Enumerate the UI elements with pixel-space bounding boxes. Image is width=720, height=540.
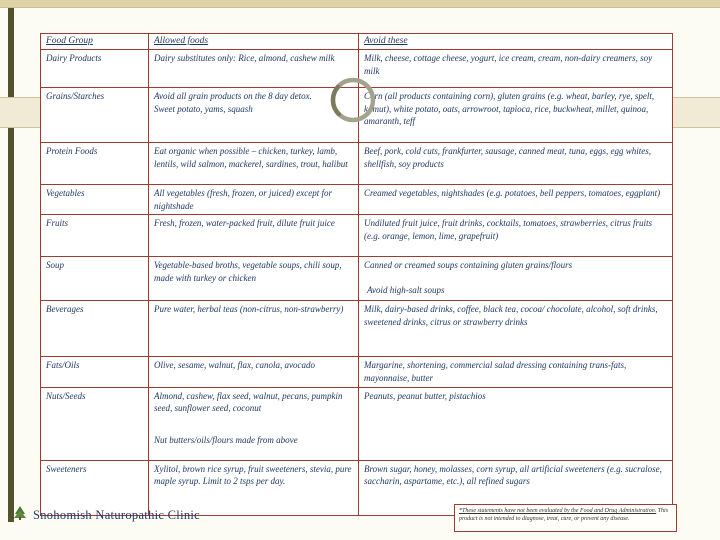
- allowed-cell: Xylitol, brown rice syrup, fruit sweeteners, stevia, pure maple syrup. Limit to 2 tsps per day.: [149, 461, 359, 516]
- table-row: [41, 185, 673, 215]
- allowed-cell: Dairy substitutes only: Rice, almond, cashew milk: [149, 50, 359, 88]
- avoid-cell: [359, 257, 673, 301]
- header-food-group: [41, 34, 149, 50]
- allowed-cell: Vegetable-based broths, vegetable soups, chili soup, made with turkey or chicken: [149, 257, 359, 301]
- food-group-cell: Sweeteners: [41, 461, 149, 516]
- allowed-text-2: Nut butters/oils/flours made from above: [154, 434, 298, 445]
- header-avoid-these: [359, 34, 673, 50]
- table-row: [41, 143, 673, 185]
- header-allowed-foods: [149, 34, 359, 50]
- disclaimer-rest-text: This product is not intended to diagnose, treat, cure, or prevent any disease.: [459, 508, 669, 523]
- clinic-logo-icon: [12, 505, 28, 526]
- food-group-cell: Nuts/Seeds: [41, 388, 149, 461]
- food-group-cell: Grains/Starches: [41, 88, 149, 143]
- disclaimer-underlined-text: *These statements have not been evaluated by the Food and Drug Administration.: [459, 508, 657, 514]
- footer: [12, 505, 200, 526]
- avoid-text-2: Avoid high-salt soups: [367, 285, 445, 296]
- allowed-text: Almond, cashew, flax seed, walnut, pecans, pumpkin seed, sunflower seed, coconut: [154, 390, 343, 414]
- allowed-cell: Eat organic when possible – chicken, turkey, lamb, lentils, wild salmon, mackerel, sardines, trout, halibut: [149, 143, 359, 185]
- table-row: [41, 215, 673, 257]
- table-row: [41, 88, 673, 143]
- food-group-cell: Fats/Oils: [41, 357, 149, 387]
- food-group-cell: Vegetables: [41, 185, 149, 215]
- avoid-cell: Beef, pork, cold cuts, frankfurter, sausage, canned meat, tuna, eggs, egg whites, shellfish, soy products: [359, 143, 673, 185]
- avoid-cell: Corn (all products containing corn), gluten grains (e.g. wheat, barley, rye, spelt, kamut), white potato, oats, arrowroot, tapioca, rice, buckwheat, millet, quinoa, amaranth, teff: [359, 88, 673, 143]
- food-table: [40, 33, 673, 516]
- table-row: [41, 257, 673, 301]
- avoid-cell: Brown sugar, honey, molasses, corn syrup, all artificial sweeteners (e.g. sucralose, saccharin, aspartame, etc.), all refined sugars: [359, 461, 673, 516]
- avoid-cell: Peanuts, peanut butter, pistachios: [359, 388, 673, 461]
- food-group-cell: Beverages: [41, 301, 149, 357]
- header-allowed-foods-label: Allowed foods: [154, 36, 209, 46]
- avoid-cell: Margarine, shortening, commercial salad dressing containing trans-fats, mayonnaise, butter: [359, 357, 673, 387]
- food-group-cell: Fruits: [41, 215, 149, 257]
- avoid-cell: Milk, dairy-based drinks, coffee, black tea, cocoa/ chocolate, alcohol, soft drinks, sweetened drinks, citrus or strawberry drinks: [359, 301, 673, 357]
- header-avoid-these-label: Avoid these: [364, 36, 408, 46]
- allowed-cell: [149, 388, 359, 461]
- table-row: [41, 301, 673, 357]
- theme-top-strip: [0, 0, 720, 8]
- allowed-cell: Olive, sesame, walnut, flax, canola, avocado: [149, 357, 359, 387]
- allowed-cell: [149, 88, 359, 143]
- avoid-cell: Milk, cheese, cottage cheese, yogurt, ice cream, cream, non-dairy creamers, soy milk: [359, 50, 673, 88]
- table-row: [41, 50, 673, 88]
- header-food-group-label: Food Group: [46, 36, 93, 46]
- table-row: [41, 357, 673, 387]
- avoid-text: Canned or creamed soups containing gluten grains/flours: [364, 260, 573, 271]
- table-row: [41, 388, 673, 461]
- food-group-cell: Dairy Products: [41, 50, 149, 88]
- theme-left-bar: [8, 8, 14, 522]
- avoid-cell: Undiluted fruit juice, fruit drinks, cocktails, tomatoes, strawberries, citrus fruits (e.g. orange, lemon, lime, grapefruit): [359, 215, 673, 257]
- food-group-cell: Soup: [41, 257, 149, 301]
- allowed-cell: All vegetables (fresh, frozen, or juiced) except for nightshade: [149, 185, 359, 215]
- food-group-cell: Protein Foods: [41, 143, 149, 185]
- allowed-text: Avoid all grain products on the 8 day detox.: [154, 91, 312, 102]
- allowed-cell: Pure water, herbal teas (non-citrus, non-strawberry): [149, 301, 359, 357]
- avoid-cell: Creamed vegetables, nightshades (e.g. potatoes, bell peppers, tomatoes, eggplant): [359, 185, 673, 215]
- table-header-row: [41, 34, 673, 50]
- allowed-text-2: Sweet potato, yams, squash: [154, 103, 253, 114]
- allowed-cell: Fresh, frozen, water-packed fruit, dilute fruit juice: [149, 215, 359, 257]
- disclaimer-box: [454, 504, 677, 532]
- clinic-name: Snohomish Naturopathic Clinic: [33, 508, 201, 522]
